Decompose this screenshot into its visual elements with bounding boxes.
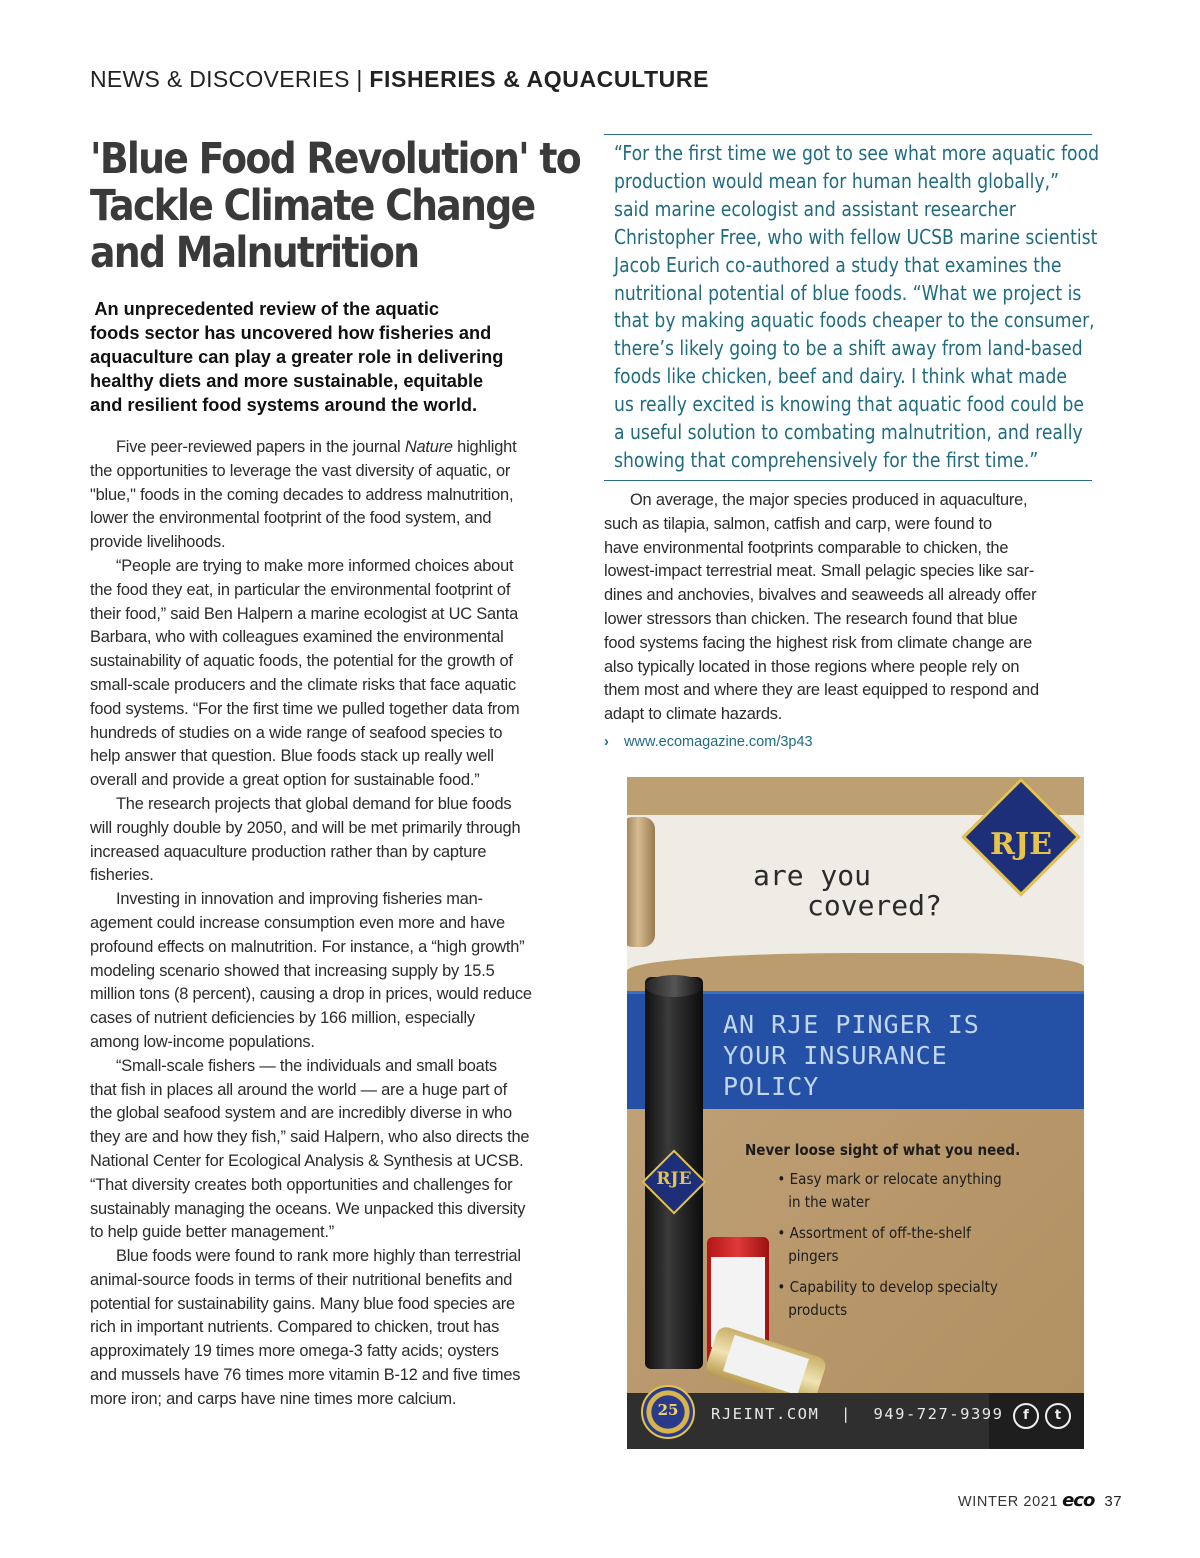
body-line: food systems. “For the first time we pulled together data from bbox=[90, 699, 520, 718]
banner-line: YOUR INSURANCE bbox=[723, 1041, 948, 1070]
feature-line: in the water bbox=[788, 1193, 870, 1211]
pull-quote bbox=[604, 134, 1100, 481]
body-line: National Center for Ecological Analysis & Synthesis at UCSB. bbox=[90, 1151, 524, 1170]
body-line-part: Five peer-reviewed papers in the journal bbox=[116, 438, 405, 456]
deck-line: foods sector has uncovered how fisheries and bbox=[90, 323, 492, 343]
body-line: their food,” said Ben Halpern a marine ecologist at UC Santa bbox=[90, 604, 519, 623]
body-line: that fish in places all around the world — are a huge part of bbox=[90, 1080, 507, 1099]
anniversary-seal-text: 25 bbox=[657, 1401, 679, 1419]
ad-tagline: Never loose sight of what you need. bbox=[745, 1141, 1021, 1159]
body-line: Investing in innovation and improving fisheries man- bbox=[116, 890, 483, 909]
ad-headline-line: covered? bbox=[807, 889, 942, 922]
feature-line: products bbox=[788, 1301, 848, 1319]
body-line: approximately 19 times more omega-3 fatty acids; oysters bbox=[90, 1342, 499, 1361]
pull-quote-line: production would mean for human health globally,” bbox=[614, 168, 1060, 193]
body-line: potential for sustainability gains. Many blue food species are bbox=[90, 1294, 515, 1313]
body-line: Barbara, who with colleagues examined the environmental bbox=[90, 628, 504, 647]
body-line: modeling scenario showed that increasing supply by 15.5 bbox=[90, 961, 495, 980]
rje-advertisement[interactable] bbox=[627, 777, 1084, 1449]
body-line: “People are trying to make more informed choices about bbox=[116, 556, 514, 575]
body-line: fisheries. bbox=[90, 866, 154, 885]
body-line: provide livelihoods. bbox=[90, 533, 226, 552]
body-line: the opportunities to leverage the vast diversity of aquatic, or bbox=[90, 461, 511, 480]
ad-features bbox=[745, 1139, 1051, 1330]
pull-quote-line: a useful solution to combating malnutrition, and really bbox=[614, 420, 1083, 445]
article-link[interactable] bbox=[604, 734, 813, 750]
pull-quote-line: “For the first time we got to see what more aquatic food bbox=[614, 141, 1100, 165]
body-line: more iron; and carps have nine times more calcium. bbox=[90, 1389, 457, 1408]
ad-banner-text bbox=[723, 1009, 980, 1102]
paper-roll bbox=[627, 817, 655, 947]
deck-line: and resilient food systems around the world. bbox=[90, 395, 478, 415]
body-line: lower stressors than chicken. The research found that blue bbox=[604, 609, 1018, 628]
ad-headline bbox=[753, 861, 942, 921]
body-line: also typically located in those regions where people rely on bbox=[604, 657, 1020, 676]
folio-season: WINTER 2021 bbox=[958, 1494, 1059, 1510]
feature-line: • Capability to develop specialty bbox=[777, 1278, 998, 1296]
body-line: to help guide better management.” bbox=[90, 1223, 334, 1242]
body-line: “That diversity creates both opportunities and challenges for bbox=[90, 1175, 513, 1194]
body-line: small-scale producers and the climate risks that face aquatic bbox=[90, 675, 516, 694]
pull-quote-line: said marine ecologist and assistant researcher bbox=[614, 196, 1016, 221]
body-line: adapt to climate hazards. bbox=[604, 705, 783, 724]
body-line: “Small-scale fishers — the individuals and small boats bbox=[116, 1056, 497, 1075]
feature-item bbox=[745, 1222, 1020, 1268]
body-line: will roughly double by 2050, and will be met primarily through bbox=[90, 818, 521, 837]
body-line: them most and where they are least equipped to respond and bbox=[604, 681, 1039, 700]
section-separator: | bbox=[349, 66, 370, 92]
body-line: sustainably managing the oceans. We unpacked this diversity bbox=[90, 1199, 526, 1218]
folio-brand: eco bbox=[1062, 1490, 1095, 1511]
body-line: have environmental footprints comparable to chicken, the bbox=[604, 538, 1009, 557]
body-line: hundreds of studies on a wide range of seafood species to bbox=[90, 723, 503, 742]
body-line: rich in important nutrients. Compared to chicken, trout has bbox=[90, 1318, 500, 1337]
article-body-right-column bbox=[604, 489, 1099, 727]
page-folio bbox=[958, 1490, 1122, 1511]
journal-name: Nature bbox=[404, 438, 453, 456]
pull-quote-line: nutritional potential of blue foods. “What we project is bbox=[614, 280, 1082, 305]
deck-line: aquaculture can play a greater role in delivering bbox=[90, 347, 504, 367]
body-line: On average, the major species produced in aquaculture, bbox=[630, 491, 1028, 509]
feature-line: • Assortment of off-the-shelf bbox=[777, 1224, 971, 1242]
body-line: lowest-impact terrestrial meat. Small pelagic species like sar- bbox=[604, 562, 1035, 581]
body-line: "blue," foods in the coming decades to address malnutrition, bbox=[90, 485, 514, 504]
page-number: 37 bbox=[1104, 1493, 1123, 1510]
body-line-part: highlight bbox=[452, 438, 517, 456]
banner-line: AN RJE PINGER IS bbox=[723, 1010, 980, 1039]
pull-quote-line: that by making aquatic foods cheaper to the consumer, bbox=[614, 308, 1095, 333]
chevron-right-icon: › bbox=[604, 734, 609, 750]
pinger-logo-text: RJE bbox=[656, 1169, 692, 1189]
body-line: agement could increase consumption even more and have bbox=[90, 913, 505, 932]
section-header bbox=[90, 66, 709, 93]
body-line: million tons (8 percent), causing a drop in prices, would reduce bbox=[90, 985, 532, 1004]
pull-quote-line: there’s likely going to be a shift away from land-based bbox=[614, 336, 1083, 361]
body-line: Blue foods were found to rank more highly than terrestrial bbox=[116, 1247, 521, 1266]
pull-quote-line: showing that comprehensively for the first time.” bbox=[614, 447, 1039, 472]
body-line: sustainability of aquatic foods, the potential for the growth of bbox=[90, 652, 513, 671]
body-line: increased aquaculture production rather than by capture bbox=[90, 842, 487, 861]
pull-quote-text bbox=[614, 140, 1099, 475]
ad-contact[interactable]: RJEINT.COM | 949-727-9399 bbox=[711, 1405, 1004, 1423]
section-subcategory: FISHERIES & AQUACULTURE bbox=[369, 66, 710, 92]
body-line: dines and anchovies, bivalves and seaweeds all already offer bbox=[604, 586, 1037, 605]
body-line: the global seafood system and are incredibly diverse in who bbox=[90, 1104, 512, 1123]
pull-quote-line: Jacob Eurich co-authored a study that examines the bbox=[614, 252, 1062, 277]
body-line: help answer that question. Blue foods stack up really well bbox=[90, 747, 494, 766]
headline-line: and Malnutrition bbox=[90, 228, 419, 278]
article-link-text[interactable]: www.ecomagazine.com/3p43 bbox=[624, 734, 813, 750]
body-line: among low-income populations. bbox=[90, 1032, 315, 1051]
body-line: overall and provide a great option for sustainable food.” bbox=[90, 771, 480, 790]
feature-item bbox=[745, 1276, 1020, 1322]
deck-line: An unprecedented review of the aquatic bbox=[90, 299, 439, 319]
article-deck bbox=[90, 297, 570, 417]
feature-line: • Easy mark or relocate anything bbox=[777, 1170, 1002, 1188]
body-line: food systems facing the highest risk from climate change are bbox=[604, 633, 1033, 652]
article-body-left-column bbox=[90, 436, 585, 1412]
rje-logo-text: RJE bbox=[990, 827, 1052, 862]
body-line: and mussels have 76 times more vitamin B-12 and five times bbox=[90, 1366, 521, 1385]
ad-headline-line: are you bbox=[753, 859, 872, 892]
body-line: such as tilapia, salmon, catfish and carp, were found to bbox=[604, 514, 992, 533]
facebook-icon[interactable]: f bbox=[1013, 1403, 1039, 1429]
twitter-icon[interactable]: t bbox=[1045, 1403, 1071, 1429]
feature-line: pingers bbox=[788, 1247, 839, 1265]
body-line bbox=[90, 436, 585, 460]
feature-item bbox=[745, 1168, 1020, 1214]
pull-quote-line: Christopher Free, who with fellow UCSB marine scientist bbox=[614, 224, 1098, 249]
pull-quote-line: us really excited is knowing that aquatic food could be bbox=[614, 392, 1084, 417]
deck-line: healthy diets and more sustainable, equitable bbox=[90, 371, 484, 391]
article-headline bbox=[90, 134, 580, 278]
banner-line: POLICY bbox=[723, 1072, 820, 1101]
headline-line: 'Blue Food Revolution' to bbox=[90, 134, 580, 184]
body-line: The research projects that global demand for blue foods bbox=[116, 794, 512, 813]
section-category: NEWS & DISCOVERIES bbox=[90, 66, 350, 92]
body-line: animal-source foods in terms of their nutritional benefits and bbox=[90, 1270, 513, 1289]
headline-line: Tackle Climate Change bbox=[90, 181, 535, 231]
body-line: cases of nutrient deficiencies by 166 million, especially bbox=[90, 1009, 475, 1028]
body-line: they are and how they fish,” said Halpern, who also directs the bbox=[90, 1128, 530, 1147]
body-line: the food they eat, in particular the environmental footprint of bbox=[90, 580, 511, 599]
body-line: lower the environmental footprint of the food system, and bbox=[90, 509, 492, 528]
body-line: profound effects on malnutrition. For instance, a “high growth” bbox=[90, 937, 525, 956]
pinger-cap bbox=[645, 975, 703, 997]
pull-quote-line: foods like chicken, beef and dairy. I think what made bbox=[614, 364, 1067, 389]
